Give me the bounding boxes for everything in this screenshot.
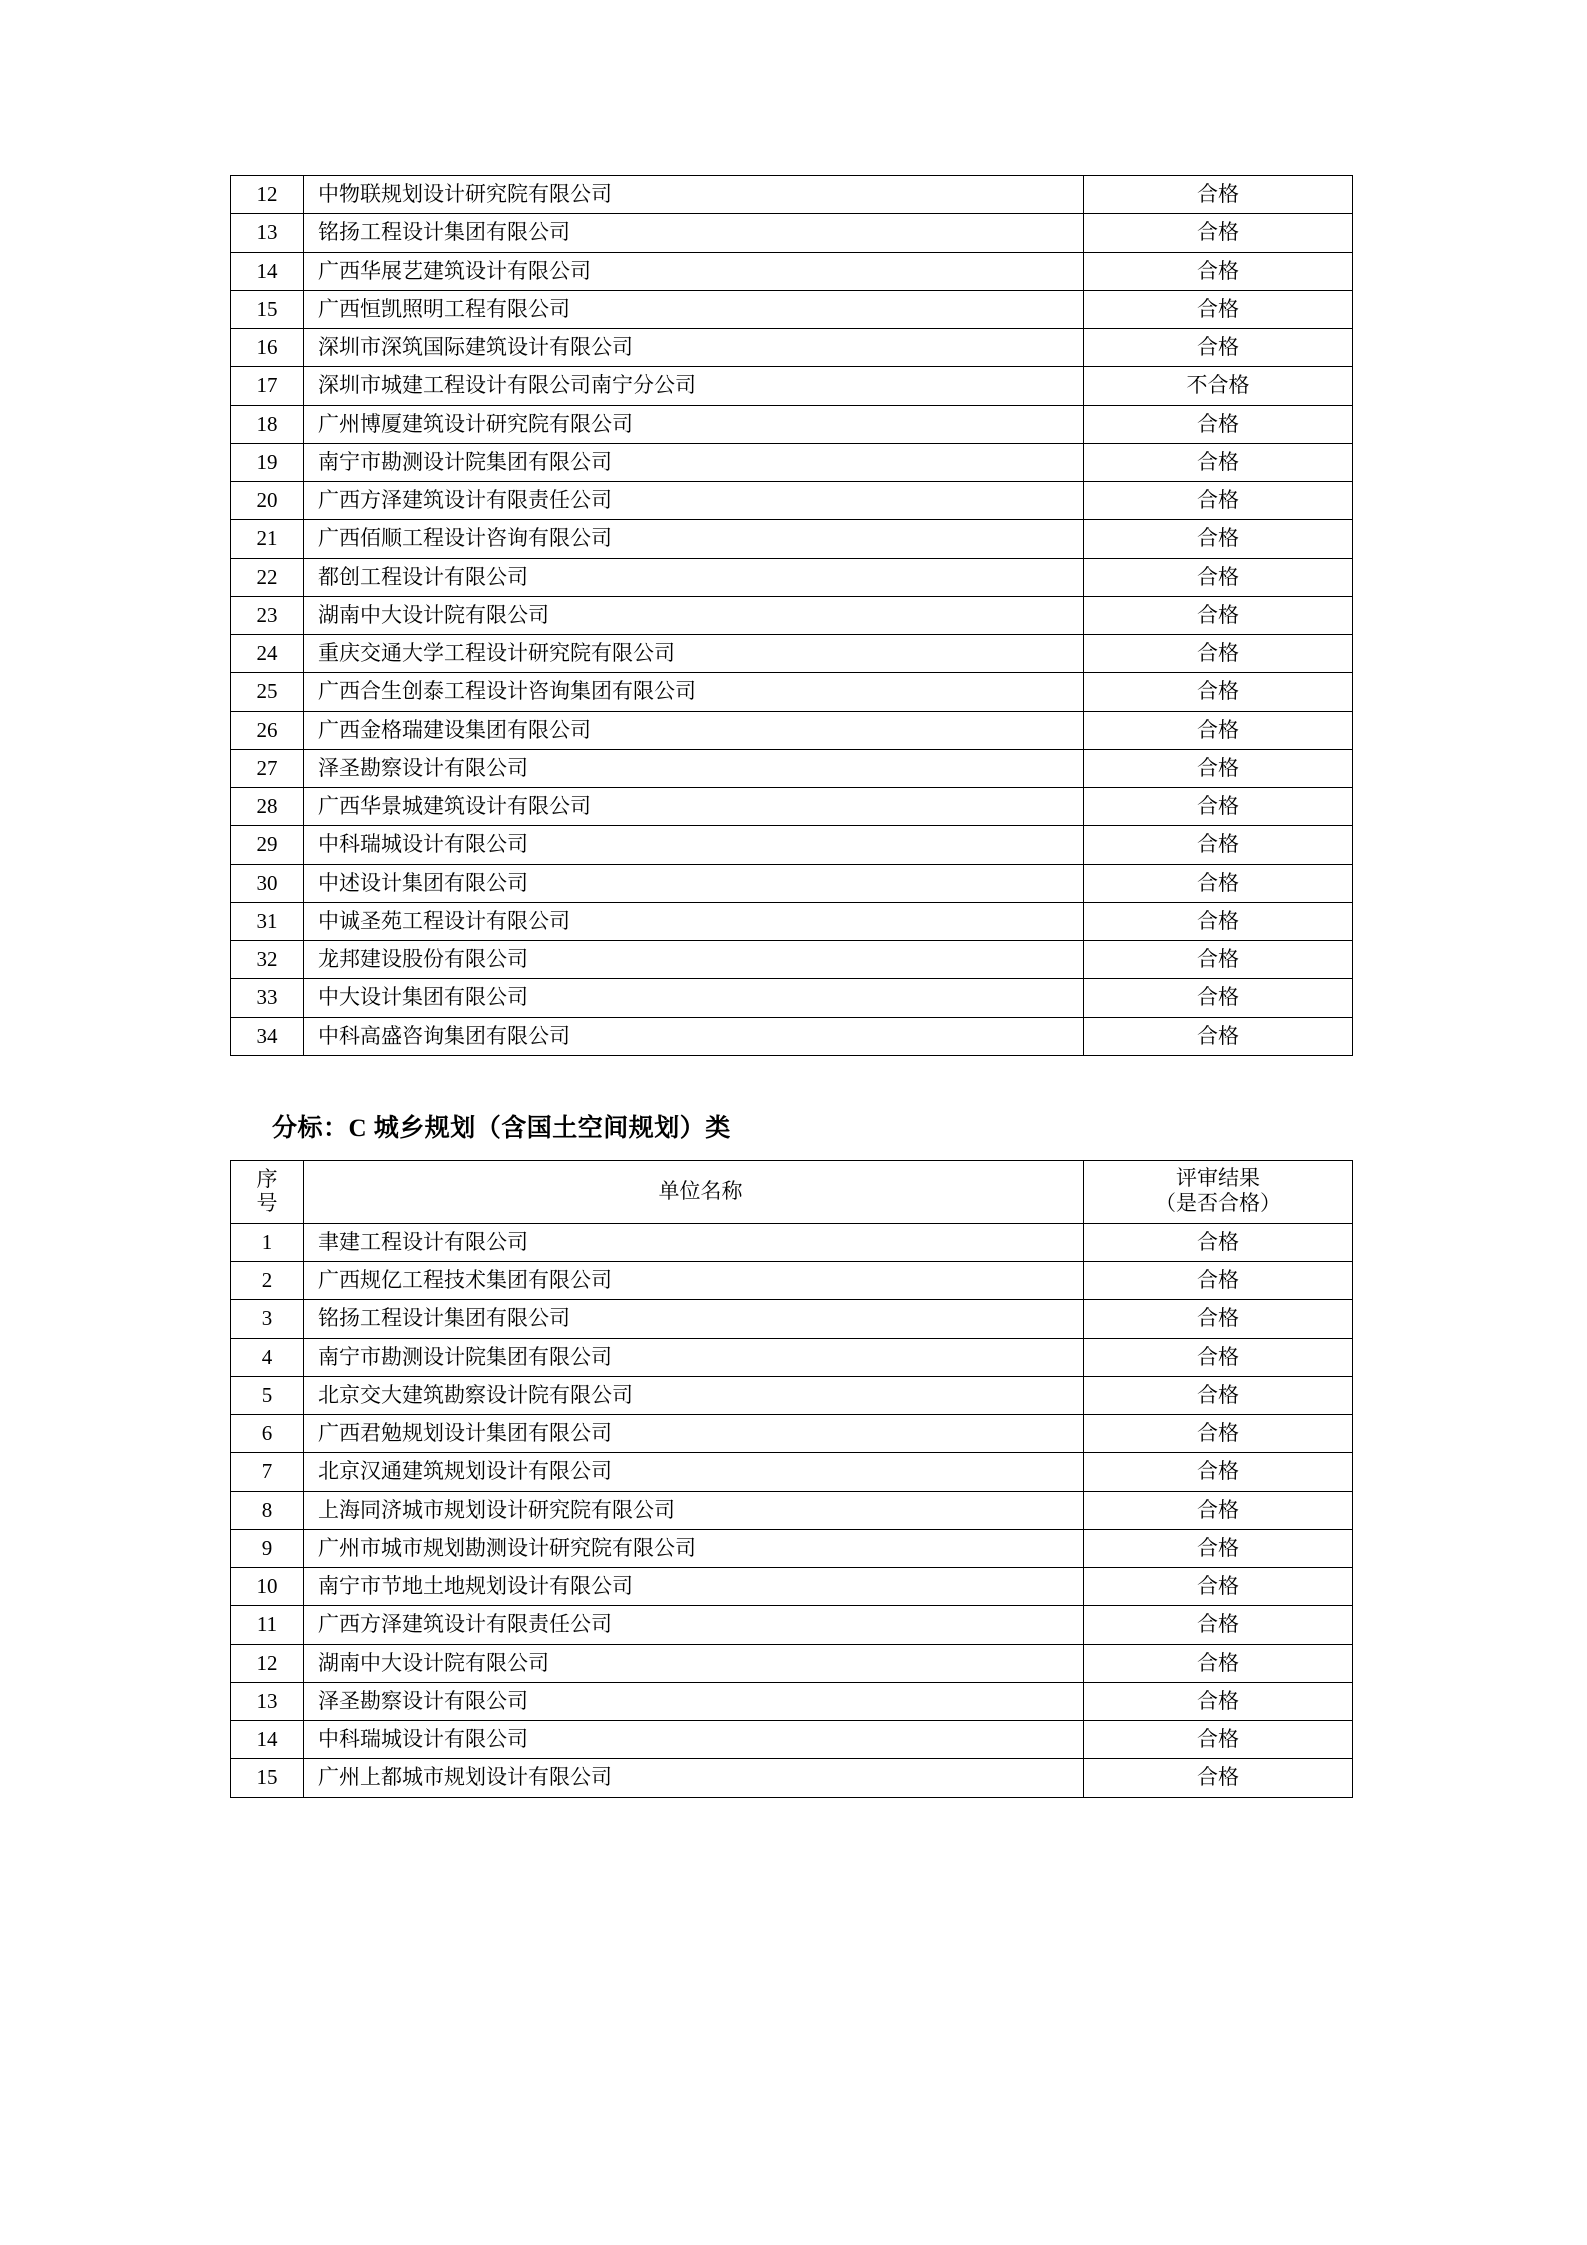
cell-index: 4 bbox=[231, 1338, 304, 1376]
cell-index: 18 bbox=[231, 405, 304, 443]
table-section-c bbox=[230, 1160, 1353, 1798]
cell-index: 9 bbox=[231, 1529, 304, 1567]
cell-review-result: 合格 bbox=[1084, 482, 1353, 520]
header-cell-index bbox=[231, 1160, 304, 1223]
table-row bbox=[231, 252, 1353, 290]
cell-index: 13 bbox=[231, 214, 304, 252]
cell-review-result: 合格 bbox=[1084, 788, 1353, 826]
header-result-line1: 评审结果 bbox=[1176, 1165, 1260, 1190]
table-row bbox=[231, 558, 1353, 596]
cell-review-result: 合格 bbox=[1084, 1606, 1353, 1644]
table-row bbox=[231, 1491, 1353, 1529]
cell-company-name: 广西恒凯照明工程有限公司 bbox=[304, 290, 1084, 328]
table-row bbox=[231, 1376, 1353, 1414]
table-row bbox=[231, 1721, 1353, 1759]
cell-index: 10 bbox=[231, 1568, 304, 1606]
cell-review-result: 合格 bbox=[1084, 864, 1353, 902]
table-row bbox=[231, 749, 1353, 787]
cell-company-name: 上海同济城市规划设计研究院有限公司 bbox=[304, 1491, 1084, 1529]
cell-index: 6 bbox=[231, 1415, 304, 1453]
cell-index: 15 bbox=[231, 290, 304, 328]
cell-index: 12 bbox=[231, 176, 304, 214]
cell-company-name: 泽圣勘察设计有限公司 bbox=[304, 1682, 1084, 1720]
cell-index: 21 bbox=[231, 520, 304, 558]
table-continued-section-b bbox=[230, 175, 1353, 1056]
cell-company-name: 泽圣勘察设计有限公司 bbox=[304, 749, 1084, 787]
cell-index: 23 bbox=[231, 596, 304, 634]
header-cell-name: 单位名称 bbox=[304, 1160, 1084, 1223]
cell-review-result: 合格 bbox=[1084, 329, 1353, 367]
cell-company-name: 广西规亿工程技术集团有限公司 bbox=[304, 1262, 1084, 1300]
cell-index: 27 bbox=[231, 749, 304, 787]
cell-index: 12 bbox=[231, 1644, 304, 1682]
table-row bbox=[231, 979, 1353, 1017]
cell-review-result: 合格 bbox=[1084, 214, 1353, 252]
cell-review-result: 合格 bbox=[1084, 558, 1353, 596]
cell-review-result: 合格 bbox=[1084, 1338, 1353, 1376]
cell-index: 15 bbox=[231, 1759, 304, 1797]
cell-review-result: 合格 bbox=[1084, 673, 1353, 711]
cell-index: 29 bbox=[231, 826, 304, 864]
header-cell-result bbox=[1084, 1160, 1353, 1223]
cell-index: 1 bbox=[231, 1223, 304, 1261]
table-row bbox=[231, 864, 1353, 902]
cell-company-name: 中科瑞城设计有限公司 bbox=[304, 826, 1084, 864]
cell-company-name: 湖南中大设计院有限公司 bbox=[304, 1644, 1084, 1682]
table-row bbox=[231, 1682, 1353, 1720]
cell-index: 22 bbox=[231, 558, 304, 596]
table-row bbox=[231, 405, 1353, 443]
table-row bbox=[231, 214, 1353, 252]
cell-index: 7 bbox=[231, 1453, 304, 1491]
table-row bbox=[231, 1644, 1353, 1682]
cell-review-result: 合格 bbox=[1084, 941, 1353, 979]
table-body-top bbox=[231, 176, 1353, 1056]
cell-review-result: 合格 bbox=[1084, 252, 1353, 290]
cell-index: 5 bbox=[231, 1376, 304, 1414]
cell-review-result: 合格 bbox=[1084, 1721, 1353, 1759]
table-header-section-c bbox=[231, 1160, 1353, 1223]
table-row bbox=[231, 443, 1353, 481]
cell-index: 31 bbox=[231, 902, 304, 940]
cell-company-name: 广西佰顺工程设计咨询有限公司 bbox=[304, 520, 1084, 558]
cell-index: 32 bbox=[231, 941, 304, 979]
cell-index: 34 bbox=[231, 1017, 304, 1055]
cell-company-name: 中诚圣苑工程设计有限公司 bbox=[304, 902, 1084, 940]
cell-review-result: 合格 bbox=[1084, 1644, 1353, 1682]
cell-index: 19 bbox=[231, 443, 304, 481]
cell-company-name: 中科瑞城设计有限公司 bbox=[304, 1721, 1084, 1759]
table-row bbox=[231, 941, 1353, 979]
table-row bbox=[231, 826, 1353, 864]
cell-review-result: 合格 bbox=[1084, 1415, 1353, 1453]
cell-review-result: 合格 bbox=[1084, 979, 1353, 1017]
cell-company-name: 中科高盛咨询集团有限公司 bbox=[304, 1017, 1084, 1055]
table-row bbox=[231, 1223, 1353, 1261]
cell-review-result: 合格 bbox=[1084, 596, 1353, 634]
header-index-line2: 号 bbox=[256, 1191, 278, 1216]
cell-review-result: 合格 bbox=[1084, 1262, 1353, 1300]
table-row bbox=[231, 711, 1353, 749]
table-row bbox=[231, 1017, 1353, 1055]
cell-index: 33 bbox=[231, 979, 304, 1017]
table-row bbox=[231, 1529, 1353, 1567]
cell-review-result: 合格 bbox=[1084, 405, 1353, 443]
table-row bbox=[231, 635, 1353, 673]
cell-index: 11 bbox=[231, 1606, 304, 1644]
table-row bbox=[231, 176, 1353, 214]
cell-index: 25 bbox=[231, 673, 304, 711]
cell-index: 20 bbox=[231, 482, 304, 520]
cell-review-result: 合格 bbox=[1084, 1017, 1353, 1055]
cell-company-name: 铭扬工程设计集团有限公司 bbox=[304, 1300, 1084, 1338]
cell-company-name: 广州上都城市规划设计有限公司 bbox=[304, 1759, 1084, 1797]
cell-company-name: 广西金格瑞建设集团有限公司 bbox=[304, 711, 1084, 749]
cell-company-name: 中大设计集团有限公司 bbox=[304, 979, 1084, 1017]
cell-review-result: 合格 bbox=[1084, 902, 1353, 940]
table-row bbox=[231, 1606, 1353, 1644]
cell-review-result: 合格 bbox=[1084, 1300, 1353, 1338]
cell-index: 28 bbox=[231, 788, 304, 826]
cell-company-name: 广西华展艺建筑设计有限公司 bbox=[304, 252, 1084, 290]
cell-company-name: 南宁市勘测设计院集团有限公司 bbox=[304, 443, 1084, 481]
table-row bbox=[231, 1300, 1353, 1338]
cell-company-name: 南宁市节地土地规划设计有限公司 bbox=[304, 1568, 1084, 1606]
cell-index: 17 bbox=[231, 367, 304, 405]
table-row bbox=[231, 902, 1353, 940]
table-row bbox=[231, 290, 1353, 328]
cell-company-name: 广西方泽建筑设计有限责任公司 bbox=[304, 482, 1084, 520]
table-row bbox=[231, 596, 1353, 634]
table-row bbox=[231, 367, 1353, 405]
table-row bbox=[231, 1453, 1353, 1491]
cell-company-name: 北京交大建筑勘察设计院有限公司 bbox=[304, 1376, 1084, 1414]
cell-company-name: 广州市城市规划勘测设计研究院有限公司 bbox=[304, 1529, 1084, 1567]
cell-company-name: 北京汉通建筑规划设计有限公司 bbox=[304, 1453, 1084, 1491]
cell-review-result: 合格 bbox=[1084, 1453, 1353, 1491]
table-row bbox=[231, 1262, 1353, 1300]
cell-review-result: 合格 bbox=[1084, 711, 1353, 749]
cell-company-name: 广州博厦建筑设计研究院有限公司 bbox=[304, 405, 1084, 443]
cell-review-result: 合格 bbox=[1084, 1682, 1353, 1720]
table-header-row bbox=[231, 1160, 1353, 1223]
cell-company-name: 龙邦建设股份有限公司 bbox=[304, 941, 1084, 979]
cell-company-name: 深圳市城建工程设计有限公司南宁分公司 bbox=[304, 367, 1084, 405]
table-row bbox=[231, 788, 1353, 826]
table-body-section-c bbox=[231, 1223, 1353, 1797]
table-row bbox=[231, 1415, 1353, 1453]
header-index-line1: 序 bbox=[256, 1166, 278, 1191]
table-row bbox=[231, 673, 1353, 711]
cell-review-result: 合格 bbox=[1084, 1529, 1353, 1567]
cell-company-name: 湖南中大设计院有限公司 bbox=[304, 596, 1084, 634]
cell-review-result: 合格 bbox=[1084, 749, 1353, 787]
cell-review-result: 合格 bbox=[1084, 1759, 1353, 1797]
cell-company-name: 南宁市勘测设计院集团有限公司 bbox=[304, 1338, 1084, 1376]
cell-review-result: 合格 bbox=[1084, 1376, 1353, 1414]
cell-review-result: 不合格 bbox=[1084, 367, 1353, 405]
cell-review-result: 合格 bbox=[1084, 635, 1353, 673]
cell-review-result: 合格 bbox=[1084, 826, 1353, 864]
cell-review-result: 合格 bbox=[1084, 176, 1353, 214]
cell-company-name: 广西合生创泰工程设计咨询集团有限公司 bbox=[304, 673, 1084, 711]
table-row bbox=[231, 329, 1353, 367]
table-row bbox=[231, 1759, 1353, 1797]
cell-review-result: 合格 bbox=[1084, 1491, 1353, 1529]
cell-company-name: 广西华景城建筑设计有限公司 bbox=[304, 788, 1084, 826]
cell-company-name: 广西方泽建筑设计有限责任公司 bbox=[304, 1606, 1084, 1644]
cell-index: 8 bbox=[231, 1491, 304, 1529]
cell-company-name: 都创工程设计有限公司 bbox=[304, 558, 1084, 596]
cell-company-name: 中物联规划设计研究院有限公司 bbox=[304, 176, 1084, 214]
header-result-line2: （是否合格） bbox=[1155, 1191, 1281, 1216]
cell-company-name: 铭扬工程设计集团有限公司 bbox=[304, 214, 1084, 252]
cell-index: 30 bbox=[231, 864, 304, 902]
cell-review-result: 合格 bbox=[1084, 443, 1353, 481]
cell-index: 2 bbox=[231, 1262, 304, 1300]
cell-index: 3 bbox=[231, 1300, 304, 1338]
cell-index: 14 bbox=[231, 252, 304, 290]
cell-company-name: 聿建工程设计有限公司 bbox=[304, 1223, 1084, 1261]
table-row bbox=[231, 520, 1353, 558]
cell-index: 16 bbox=[231, 329, 304, 367]
section-title-c: 分标：C 城乡规划（含国土空间规划）类 bbox=[272, 1114, 731, 1142]
cell-review-result: 合格 bbox=[1084, 1223, 1353, 1261]
table-row bbox=[231, 1338, 1353, 1376]
cell-index: 13 bbox=[231, 1682, 304, 1720]
table-row bbox=[231, 1568, 1353, 1606]
cell-index: 26 bbox=[231, 711, 304, 749]
cell-review-result: 合格 bbox=[1084, 1568, 1353, 1606]
cell-review-result: 合格 bbox=[1084, 290, 1353, 328]
cell-index: 14 bbox=[231, 1721, 304, 1759]
cell-index: 24 bbox=[231, 635, 304, 673]
table-row bbox=[231, 482, 1353, 520]
cell-company-name: 重庆交通大学工程设计研究院有限公司 bbox=[304, 635, 1084, 673]
cell-company-name: 中述设计集团有限公司 bbox=[304, 864, 1084, 902]
cell-review-result: 合格 bbox=[1084, 520, 1353, 558]
cell-company-name: 深圳市深筑国际建筑设计有限公司 bbox=[304, 329, 1084, 367]
cell-company-name: 广西君勉规划设计集团有限公司 bbox=[304, 1415, 1084, 1453]
